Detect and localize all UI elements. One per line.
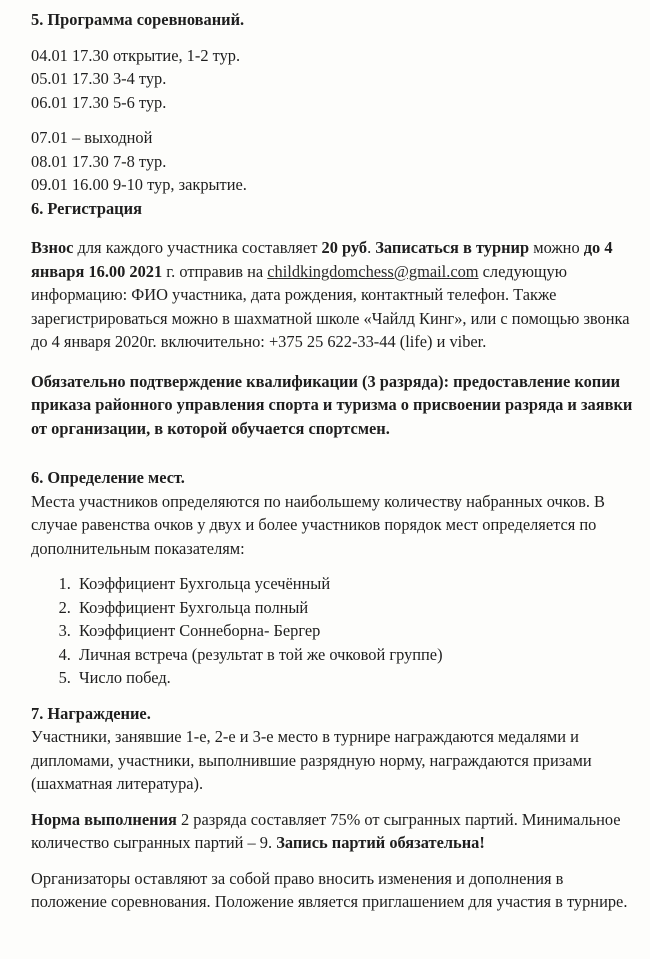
final-paragraph: Организаторы оставляют за собой право вносить изменения и дополнения в положение соревнования. Положение является приглашением для участия в турнире. bbox=[31, 868, 628, 911]
placement-text: Места участников определяются по наибольшему количеству набранных очков. В случае равенства очков у двух и более участников порядок мест определяется по дополнительным показателям: bbox=[31, 491, 605, 558]
schedule-line: 07.01 – выходной bbox=[31, 128, 153, 147]
list-item: 2. Коэффициент Бухгольца полный bbox=[75, 596, 643, 620]
list-item: 1. Коэффициент Бухгольца усечённый bbox=[75, 572, 643, 596]
list-item: 4. Личная встреча (результат в той же очковой группе) bbox=[75, 643, 643, 667]
registration-paragraph: Взнос для каждого участника составляет 20 руб. Записаться в турнир можно до 4 января 16.00 2021 г. отправив на childkingdomchess@gmail.com следующую информацию: ФИО участника, дата рождения, контактный телефон. Также зарегистрироваться можно в шахматной школе «Чайлд Кинг», или с помощью звонка до 4 января 2020г. включительно: +375 25 622-33-44 (life) и viber. bbox=[31, 238, 630, 351]
placement-heading: 6. Определение мест. bbox=[31, 468, 185, 487]
awards-text: Участники, занявшие 1-е, 2-е и 3-е место в турнире награждаются медалями и дипломами, участники, выполнившие разрядную норму, награждаются призами (шахматная литература). bbox=[31, 727, 592, 793]
program-heading: 5. Программа соревнований. bbox=[31, 10, 245, 29]
tiebreak-list bbox=[31, 572, 643, 690]
list-item: 5. Число побед. bbox=[75, 666, 643, 690]
list-item: 3. Коэффициент Соннеборна- Бергер bbox=[75, 619, 643, 643]
schedule-line: 08.01 17.30 7-8 тур. bbox=[31, 151, 167, 171]
schedule-line: 04.01 17.30 открытие, 1-2 тур. bbox=[31, 45, 241, 65]
schedule-line: 05.01 17.30 3-4 тур. bbox=[31, 69, 167, 88]
document-page bbox=[31, 8, 643, 914]
registration-heading: 6. Регистрация bbox=[31, 198, 142, 218]
awards-heading: 7. Награждение. bbox=[31, 703, 151, 723]
schedule-line: 09.01 16.00 9-10 тур, закрытие. bbox=[31, 175, 247, 194]
norm-paragraph: Норма выполнения 2 разряда составляет 75% от сыгранных партий. Минимальное количество сыгранных партий – 9. Запись партий обязательна! bbox=[31, 809, 621, 852]
schedule-line: 06.01 17.30 5-6 тур. bbox=[31, 92, 167, 112]
email-link[interactable]: childkingdomchess@gmail.com bbox=[267, 261, 479, 281]
qualification-paragraph: Обязательно подтверждение квалификации (3 разряда): предоставление копии приказа районного управления спорта и туризма о присвоении разряда и заявки от организации, в которой обучается спортсмен. bbox=[31, 371, 633, 438]
